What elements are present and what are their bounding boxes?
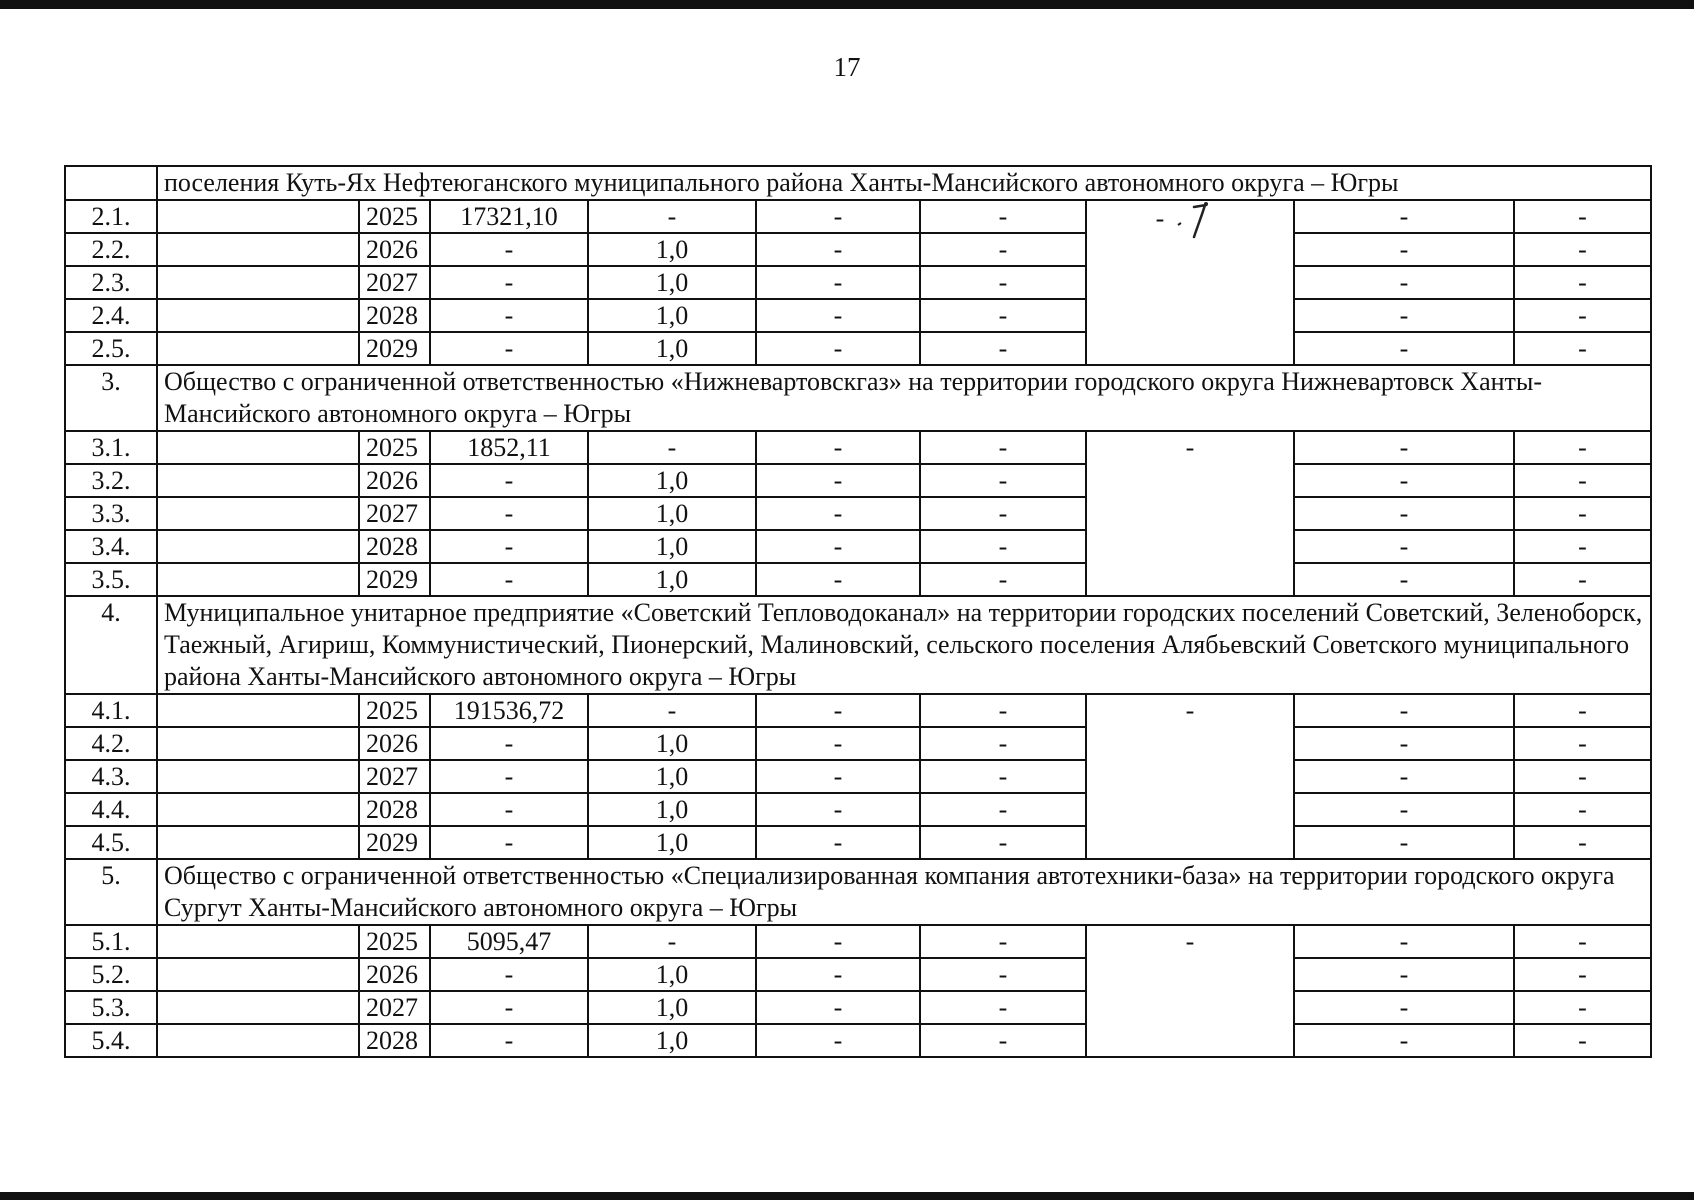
empty-cell bbox=[157, 266, 359, 299]
section-header-row bbox=[65, 596, 1651, 694]
value-cell: - bbox=[920, 826, 1086, 859]
year-cell: 2029 bbox=[359, 826, 430, 859]
handwritten-mark bbox=[1164, 201, 1224, 241]
row-number: 3.4. bbox=[65, 530, 157, 563]
table-row bbox=[65, 826, 1651, 859]
value-cell: - bbox=[430, 991, 588, 1024]
value-cell: 1,0 bbox=[588, 1024, 756, 1057]
empty-cell bbox=[157, 464, 359, 497]
top-rule bbox=[0, 0, 1694, 9]
value-cell: - bbox=[1294, 793, 1514, 826]
value-cell: - bbox=[756, 826, 920, 859]
merged-dash: - bbox=[1185, 433, 1195, 462]
table-row bbox=[65, 332, 1651, 365]
row-number: 2.1. bbox=[65, 200, 157, 233]
value-cell: - bbox=[430, 233, 588, 266]
value-cell: 17321,10 bbox=[430, 200, 588, 233]
value-cell: - bbox=[1294, 431, 1514, 464]
value-cell: - bbox=[756, 266, 920, 299]
empty-cell bbox=[157, 431, 359, 464]
value-cell: - bbox=[920, 266, 1086, 299]
value-cell: - bbox=[1294, 497, 1514, 530]
merged-dash: - bbox=[1185, 927, 1195, 956]
value-cell: 1,0 bbox=[588, 727, 756, 760]
value-cell: - bbox=[1294, 332, 1514, 365]
value-cell: - bbox=[1294, 464, 1514, 497]
empty-cell bbox=[157, 563, 359, 596]
value-cell: - bbox=[756, 694, 920, 727]
value-cell: - bbox=[1514, 826, 1651, 859]
value-cell: - bbox=[1514, 793, 1651, 826]
value-cell: - bbox=[920, 530, 1086, 563]
value-cell: - bbox=[1514, 497, 1651, 530]
year-cell: 2028 bbox=[359, 1024, 430, 1057]
value-cell: - bbox=[1514, 431, 1651, 464]
year-cell: 2027 bbox=[359, 266, 430, 299]
value-cell: - bbox=[1514, 530, 1651, 563]
merged-value-cell bbox=[1086, 694, 1294, 859]
value-cell: 1,0 bbox=[588, 826, 756, 859]
merged-value-cell bbox=[1086, 925, 1294, 1057]
section-number: 3. bbox=[65, 365, 157, 431]
empty-cell bbox=[157, 332, 359, 365]
row-number: 2.2. bbox=[65, 233, 157, 266]
row-number: 5.2. bbox=[65, 958, 157, 991]
value-cell: 1,0 bbox=[588, 793, 756, 826]
table-row bbox=[65, 563, 1651, 596]
value-cell: - bbox=[1514, 727, 1651, 760]
merged-value-cell bbox=[1086, 431, 1294, 596]
value-cell: - bbox=[1514, 563, 1651, 596]
row-number: 4.3. bbox=[65, 760, 157, 793]
year-cell: 2025 bbox=[359, 694, 430, 727]
value-cell: - bbox=[430, 266, 588, 299]
section-header-row bbox=[65, 365, 1651, 431]
value-cell: - bbox=[1514, 200, 1651, 233]
value-cell: - bbox=[1294, 1024, 1514, 1057]
empty-cell bbox=[157, 958, 359, 991]
empty-cell bbox=[157, 991, 359, 1024]
empty-cell bbox=[157, 1024, 359, 1057]
row-number: 3.2. bbox=[65, 464, 157, 497]
table-row bbox=[65, 694, 1651, 727]
value-cell: - bbox=[1294, 958, 1514, 991]
row-number: 3.1. bbox=[65, 431, 157, 464]
value-cell: - bbox=[430, 530, 588, 563]
year-cell: 2029 bbox=[359, 563, 430, 596]
organization-title: Муниципальное унитарное предприятие «Советский Тепловодоканал» на территории городских поселений Советский, Зеленоборск, Таежный, Агириш, Коммунистический, Пионерский, Малиновский, сельского поселения Алябьевский Советского муниципального района Ханты-Мансийского автономного округа – Югры bbox=[157, 596, 1651, 694]
year-cell: 2028 bbox=[359, 530, 430, 563]
value-cell: - bbox=[756, 332, 920, 365]
value-cell: - bbox=[756, 563, 920, 596]
value-cell: - bbox=[920, 200, 1086, 233]
value-cell: - bbox=[1514, 332, 1651, 365]
empty-cell bbox=[157, 497, 359, 530]
value-cell: - bbox=[920, 793, 1086, 826]
table-row bbox=[65, 266, 1651, 299]
value-cell: - bbox=[920, 332, 1086, 365]
row-number: 3.5. bbox=[65, 563, 157, 596]
value-cell: - bbox=[1294, 727, 1514, 760]
value-cell: - bbox=[1514, 760, 1651, 793]
value-cell: - bbox=[430, 464, 588, 497]
table-row bbox=[65, 793, 1651, 826]
merged-dash: - bbox=[1155, 203, 1165, 233]
section-header-row bbox=[65, 166, 1651, 200]
value-cell: - bbox=[756, 299, 920, 332]
row-number: 2.5. bbox=[65, 332, 157, 365]
value-cell: - bbox=[1294, 563, 1514, 596]
empty-cell bbox=[157, 233, 359, 266]
page-number: 17 bbox=[833, 52, 861, 82]
table-row bbox=[65, 233, 1651, 266]
value-cell: - bbox=[1294, 299, 1514, 332]
year-cell: 2026 bbox=[359, 958, 430, 991]
year-cell: 2028 bbox=[359, 299, 430, 332]
empty-cell bbox=[157, 793, 359, 826]
section-number: 4. bbox=[65, 596, 157, 694]
row-number: 2.3. bbox=[65, 266, 157, 299]
row-number: 4.1. bbox=[65, 694, 157, 727]
empty-cell bbox=[157, 760, 359, 793]
value-cell: - bbox=[430, 563, 588, 596]
value-cell: 1,0 bbox=[588, 464, 756, 497]
value-cell: 1,0 bbox=[588, 530, 756, 563]
value-cell: - bbox=[920, 233, 1086, 266]
row-number: 5.3. bbox=[65, 991, 157, 1024]
organization-title: поселения Куть-Ях Нефтеюганского муниципального района Ханты-Мансийского автономного округа – Югры bbox=[157, 166, 1651, 200]
year-cell: 2025 bbox=[359, 431, 430, 464]
table-row bbox=[65, 991, 1651, 1024]
year-cell: 2027 bbox=[359, 760, 430, 793]
value-cell: - bbox=[430, 793, 588, 826]
table-row bbox=[65, 760, 1651, 793]
table-row bbox=[65, 431, 1651, 464]
section-number bbox=[65, 166, 157, 200]
value-cell: - bbox=[1514, 925, 1651, 958]
row-number: 2.4. bbox=[65, 299, 157, 332]
value-cell: 1,0 bbox=[588, 233, 756, 266]
value-cell: 1,0 bbox=[588, 497, 756, 530]
value-cell: - bbox=[588, 694, 756, 727]
value-cell: 1,0 bbox=[588, 958, 756, 991]
value-cell: - bbox=[430, 826, 588, 859]
table-row bbox=[65, 958, 1651, 991]
value-cell: 191536,72 bbox=[430, 694, 588, 727]
value-cell: - bbox=[1514, 991, 1651, 1024]
value-cell: - bbox=[1294, 991, 1514, 1024]
value-cell: - bbox=[920, 760, 1086, 793]
value-cell: - bbox=[756, 497, 920, 530]
year-cell: 2028 bbox=[359, 793, 430, 826]
empty-cell bbox=[157, 694, 359, 727]
value-cell: - bbox=[920, 464, 1086, 497]
row-number: 4.4. bbox=[65, 793, 157, 826]
table-row bbox=[65, 530, 1651, 563]
value-cell: - bbox=[1294, 694, 1514, 727]
value-cell: - bbox=[588, 925, 756, 958]
value-cell: 5095,47 bbox=[430, 925, 588, 958]
value-cell: - bbox=[1514, 958, 1651, 991]
empty-cell bbox=[157, 200, 359, 233]
year-cell: 2027 bbox=[359, 991, 430, 1024]
section-header-row bbox=[65, 859, 1651, 925]
value-cell: - bbox=[430, 958, 588, 991]
value-cell: - bbox=[920, 299, 1086, 332]
row-number: 5.1. bbox=[65, 925, 157, 958]
empty-cell bbox=[157, 530, 359, 563]
merged-dash: - bbox=[1185, 696, 1195, 725]
row-number: 5.4. bbox=[65, 1024, 157, 1057]
value-cell: - bbox=[756, 958, 920, 991]
empty-cell bbox=[157, 925, 359, 958]
value-cell: - bbox=[756, 1024, 920, 1057]
value-cell: - bbox=[756, 925, 920, 958]
value-cell: - bbox=[1514, 464, 1651, 497]
table-row bbox=[65, 925, 1651, 958]
value-cell: - bbox=[588, 200, 756, 233]
value-cell: 1,0 bbox=[588, 760, 756, 793]
table-row bbox=[65, 299, 1651, 332]
year-cell: 2025 bbox=[359, 925, 430, 958]
value-cell: - bbox=[1294, 200, 1514, 233]
value-cell: - bbox=[920, 431, 1086, 464]
empty-cell bbox=[157, 826, 359, 859]
value-cell: - bbox=[1294, 925, 1514, 958]
bottom-rule bbox=[0, 1192, 1694, 1200]
value-cell: 1,0 bbox=[588, 991, 756, 1024]
value-cell: - bbox=[920, 991, 1086, 1024]
value-cell: - bbox=[430, 497, 588, 530]
section-number: 5. bbox=[65, 859, 157, 925]
value-cell: - bbox=[920, 727, 1086, 760]
value-cell: - bbox=[1294, 266, 1514, 299]
value-cell: - bbox=[1294, 760, 1514, 793]
table-row bbox=[65, 464, 1651, 497]
row-number: 4.5. bbox=[65, 826, 157, 859]
table-row bbox=[65, 1024, 1651, 1057]
value-cell: - bbox=[1514, 233, 1651, 266]
year-cell: 2025 bbox=[359, 200, 430, 233]
table-row bbox=[65, 497, 1651, 530]
value-cell: - bbox=[1514, 299, 1651, 332]
value-cell: - bbox=[756, 760, 920, 793]
value-cell: - bbox=[588, 431, 756, 464]
year-cell: 2029 bbox=[359, 332, 430, 365]
tariff-table bbox=[64, 165, 1652, 1058]
value-cell: - bbox=[430, 1024, 588, 1057]
value-cell: - bbox=[920, 563, 1086, 596]
value-cell: - bbox=[920, 694, 1086, 727]
year-cell: 2026 bbox=[359, 727, 430, 760]
table-body bbox=[65, 166, 1651, 1057]
value-cell: - bbox=[1514, 266, 1651, 299]
value-cell: - bbox=[430, 332, 588, 365]
value-cell: - bbox=[756, 464, 920, 497]
value-cell: - bbox=[920, 1024, 1086, 1057]
value-cell: - bbox=[1294, 826, 1514, 859]
value-cell: 1,0 bbox=[588, 332, 756, 365]
value-cell: - bbox=[1294, 233, 1514, 266]
value-cell: 1852,11 bbox=[430, 431, 588, 464]
value-cell: - bbox=[430, 299, 588, 332]
merged-value-cell bbox=[1086, 200, 1294, 365]
value-cell: - bbox=[756, 530, 920, 563]
value-cell: - bbox=[1294, 530, 1514, 563]
value-cell: - bbox=[920, 925, 1086, 958]
row-number: 3.3. bbox=[65, 497, 157, 530]
value-cell: 1,0 bbox=[588, 266, 756, 299]
empty-cell bbox=[157, 299, 359, 332]
value-cell: - bbox=[756, 727, 920, 760]
value-cell: 1,0 bbox=[588, 299, 756, 332]
value-cell: - bbox=[1514, 1024, 1651, 1057]
value-cell: - bbox=[756, 793, 920, 826]
organization-title: Общество с ограниченной ответственностью «Нижневартовскгаз» на территории городского округа Нижневартовск Ханты-Мансийского автономного округа – Югры bbox=[157, 365, 1651, 431]
value-cell: - bbox=[920, 958, 1086, 991]
value-cell: - bbox=[920, 497, 1086, 530]
value-cell: - bbox=[756, 233, 920, 266]
value-cell: 1,0 bbox=[588, 563, 756, 596]
organization-title: Общество с ограниченной ответственностью «Специализированная компания автотехники-база» на территории городского округа Сургут Ханты-Мансийского автономного округа – Югры bbox=[157, 859, 1651, 925]
year-cell: 2026 bbox=[359, 464, 430, 497]
year-cell: 2027 bbox=[359, 497, 430, 530]
value-cell: - bbox=[756, 200, 920, 233]
value-cell: - bbox=[1514, 694, 1651, 727]
value-cell: - bbox=[430, 727, 588, 760]
row-number: 4.2. bbox=[65, 727, 157, 760]
empty-cell bbox=[157, 727, 359, 760]
value-cell: - bbox=[756, 991, 920, 1024]
year-cell: 2026 bbox=[359, 233, 430, 266]
value-cell: - bbox=[756, 431, 920, 464]
table-row bbox=[65, 200, 1651, 233]
table-row bbox=[65, 727, 1651, 760]
value-cell: - bbox=[430, 760, 588, 793]
